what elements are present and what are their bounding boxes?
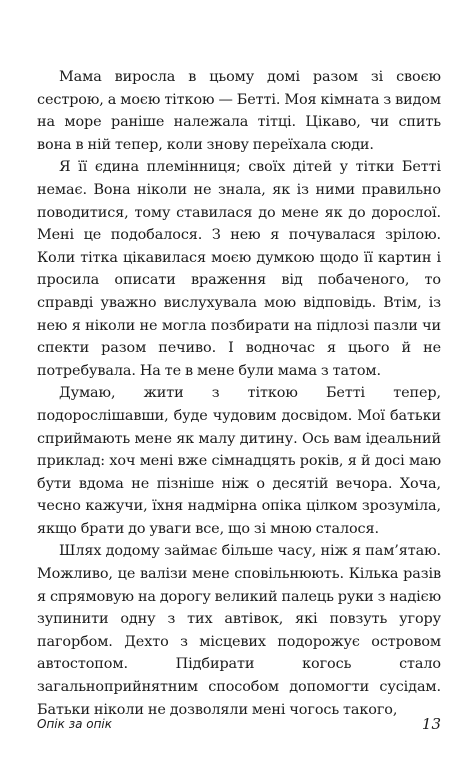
paragraph-3: Думаю, жити з тіткою Бетті тепер, подорослішавши, буде чудовим досвідом. Мої батьки сприймають мене як малу дитину. Ось вам ідеальний приклад: хоч мені вже сімнадцять років, я й досі маю бути вдома не пізніше ніж о десятій вечора. Хоча, чесно кажучи, їхня надмірна опіка цілком зрозуміла, якщо брати до уваги все, що зі мною сталося. — [37, 385, 441, 537]
page-footer — [37, 715, 441, 739]
body-text — [37, 66, 441, 721]
paragraph-1: Мама виросла в цьому домі разом зі своєю сестрою, а моєю тіткою — Бетті. Моя кімната з видом на море раніше належала тітці. Цікаво, чи спить вона в ній тепер, коли знову переїхала сюди. — [37, 69, 441, 153]
paragraph-2: Я її єдина племінниця; своїх дітей у тітки Бетті немає. Вона ніколи не знала, як із ними правильно поводитися, тому ставилася до мене як до дорослої. Мені це подобалося. З нею я почувалася зрілою. Коли тітка цікавилася моєю думкою щодо її картин і просила описати враження від побаченого, то справді уважно вислухувала мою відповідь. Втім, із нею я ніколи не могла позбирати на підлозі пазли чи спекти разом печиво. І водночас я цього й не потребувала. На те в мене були мама з татом. — [37, 159, 441, 379]
paragraph-4: Шлях додому займає більше часу, ніж я пам’ятаю. Можливо, це валізи мене сповільнюють. Кілька разів я спрямовую на дорогу великий палець руки з надією зупинити одну з тих автівок, які повзуть угору пагорбом. Дехто з місцевих подорожує островом автостопом. Підбирати когось стало загальноприйнятним способом допомогти сусідам. Батьки ніколи не дозволяли мені чогось такого, — [37, 543, 441, 718]
page-number: 13 — [421, 715, 441, 733]
running-title: Опік за опік — [37, 717, 113, 731]
